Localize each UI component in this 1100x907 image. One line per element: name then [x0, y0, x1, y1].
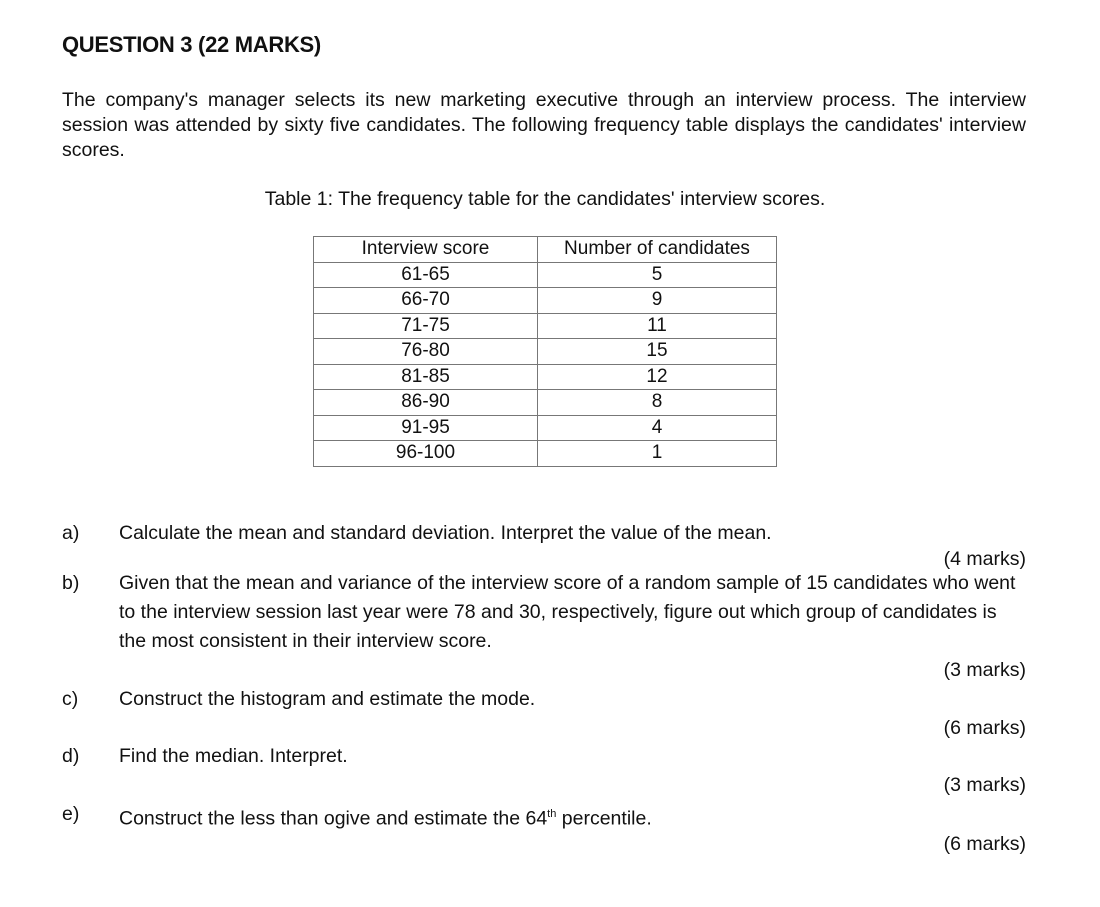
question-b-label: b) [62, 572, 80, 594]
question-a-marks: (4 marks) [943, 548, 1026, 570]
table-row [314, 339, 777, 365]
question-c-label: c) [62, 688, 79, 710]
question-a-label: a) [62, 522, 80, 544]
cell-number-of-candidates: 4 [538, 415, 777, 441]
cell-interview-score: 86-90 [314, 390, 538, 416]
question-e-text-end: percentile. [556, 807, 652, 830]
question-e-text-main: Construct the less than ogive and estimate the 64 [119, 807, 548, 830]
cell-number-of-candidates: 1 [538, 441, 777, 467]
cell-number-of-candidates: 8 [538, 390, 777, 416]
question-b-text: Given that the mean and variance of the interview score of a random sample of 15 candidates who went to the interview session last year were 78 and 30, respectively, figure out which group of candidates is the most consistent in their interview score. [119, 572, 1016, 652]
table-row [314, 415, 777, 441]
question-c-marks: (6 marks) [943, 717, 1026, 739]
question-e-text [119, 800, 1026, 834]
table-row [314, 313, 777, 339]
question-d-marks: (3 marks) [943, 774, 1026, 796]
table-row [314, 288, 777, 314]
intro-paragraph: The company's manager selects its new marketing executive through an interview process. The interview session was attended by sixty five candidates. The following frequency table displays the candidates' interview scores. [62, 89, 1026, 161]
header-interview-score: Interview score [314, 237, 538, 263]
table-caption: Table 1: The frequency table for the candidates' interview scores. [264, 188, 826, 210]
header-number-of-candidates: Number of candidates [538, 237, 777, 263]
question-e-marks: (6 marks) [943, 833, 1026, 855]
superscript-th: th [547, 808, 557, 820]
cell-interview-score: 81-85 [314, 364, 538, 390]
table-row [314, 262, 777, 288]
cell-interview-score: 66-70 [314, 288, 538, 314]
cell-number-of-candidates: 11 [538, 313, 777, 339]
cell-number-of-candidates: 12 [538, 364, 777, 390]
question-c-text: Construct the histogram and estimate the mode. [119, 688, 536, 710]
cell-interview-score: 71-75 [314, 313, 538, 339]
cell-interview-score: 76-80 [314, 339, 538, 365]
question-b-marks: (3 marks) [943, 659, 1026, 681]
cell-number-of-candidates: 15 [538, 339, 777, 365]
cell-number-of-candidates: 9 [538, 288, 777, 314]
question-title: QUESTION 3 (22 MARKS) [62, 32, 321, 57]
question-d-label: d) [62, 745, 80, 767]
cell-interview-score: 96-100 [314, 441, 538, 467]
cell-number-of-candidates: 5 [538, 262, 777, 288]
question-d-text: Find the median. Interpret. [119, 745, 348, 767]
table-row [314, 441, 777, 467]
cell-interview-score: 61-65 [314, 262, 538, 288]
table-row [314, 364, 777, 390]
question-a-text: Calculate the mean and standard deviation. Interpret the value of the mean. [119, 522, 772, 544]
frequency-table [313, 236, 777, 467]
table-header-row [314, 237, 777, 263]
cell-interview-score: 91-95 [314, 415, 538, 441]
table-row [314, 390, 777, 416]
question-e-label: e) [62, 803, 80, 825]
